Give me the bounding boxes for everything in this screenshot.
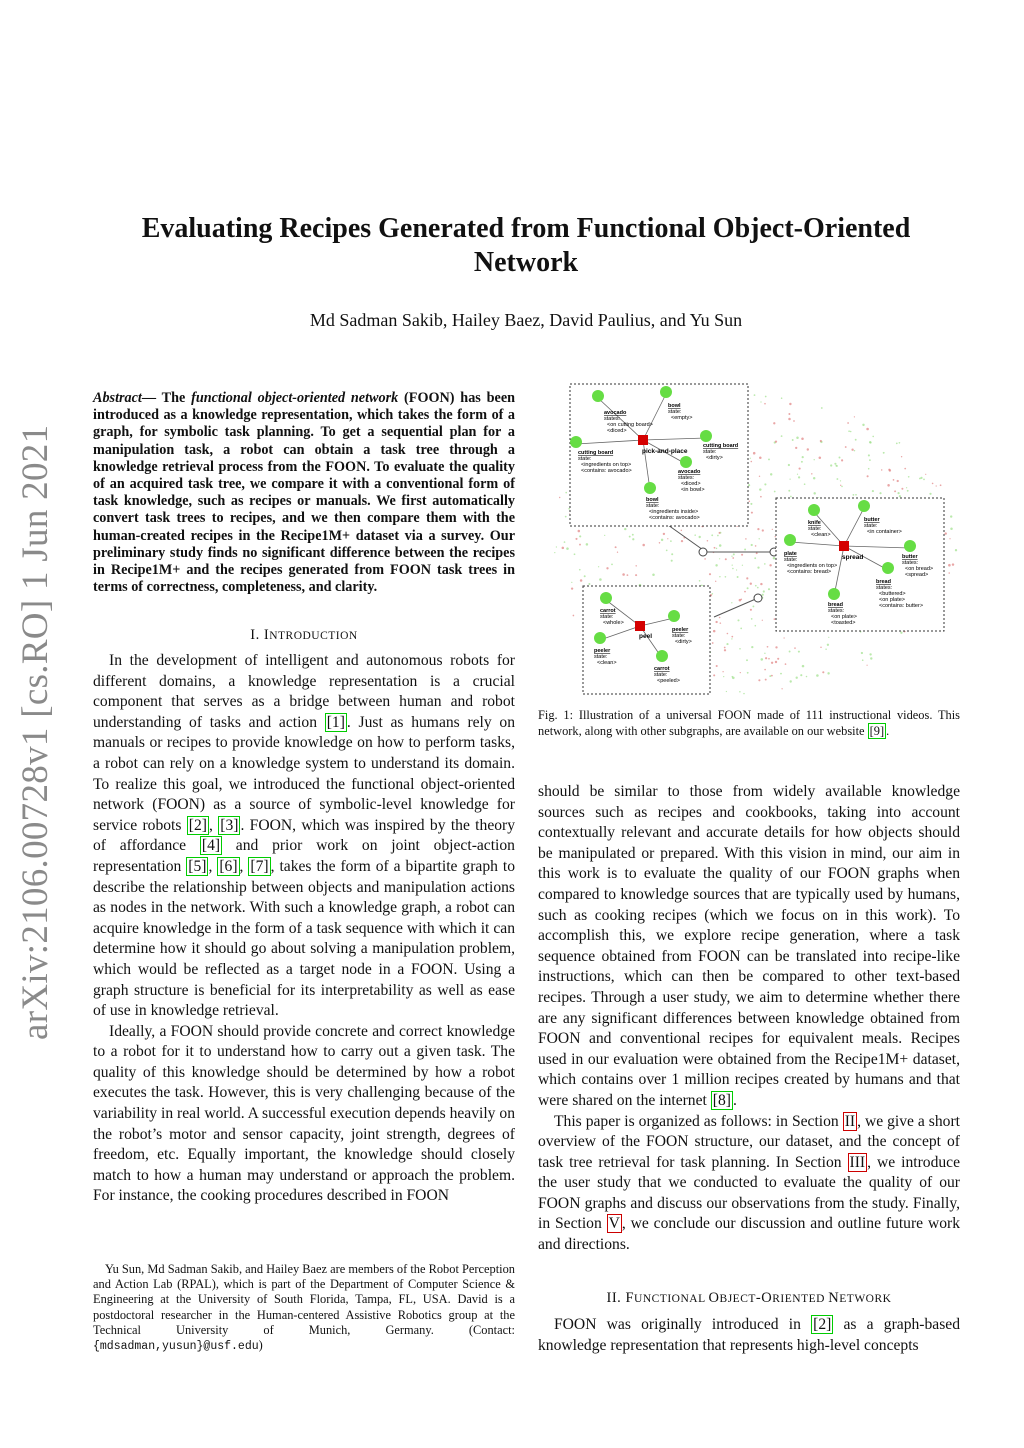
svg-text:<dirty>: <dirty> (706, 455, 723, 461)
object-node-icon (858, 500, 870, 512)
title-line-1: Evaluating Recipes Generated from Functional Object-Oriented (141, 213, 911, 244)
svg-text:<in container>: <in container> (867, 529, 902, 535)
svg-text:<ingredients on top>: <ingredients on top> (787, 563, 838, 569)
svg-text:avocado: avocado (604, 410, 627, 416)
svg-text:<on cutting board>: <on cutting board> (607, 422, 653, 428)
citation-6[interactable]: [6] (219, 857, 238, 875)
svg-text:state:: state: (654, 672, 668, 678)
citation-4[interactable]: [4] (201, 837, 221, 855)
subgraph-pick-and-place (570, 384, 748, 526)
abstract-label: Abstract (93, 390, 142, 406)
right-paragraph-2: This paper is organized as follows: in Section II , we give a short overview of the FOON structure, our dataset, and the concept of task tree retrieval for task planning. In Section III , we introduce the user study that we conducted to evaluate the quality of our FOON graphs and discuss our observations from the study. Finally, in Section V , we conclude our discussion and outline future work and directions. (538, 1112, 961, 1254)
motion-label: spread (842, 554, 864, 561)
svg-text:<whole>: <whole> (603, 620, 624, 626)
svg-text:bread: bread (876, 579, 891, 585)
right-column-body (538, 782, 960, 1256)
contact-emails: {mdsadman,yusun}@usf.edu (93, 1340, 259, 1354)
paper-title (100, 212, 952, 280)
svg-text:<buttered>: <buttered> (879, 591, 906, 597)
svg-text:plate: plate (784, 551, 797, 557)
svg-text:<contains: avocado>: <contains: avocado> (581, 468, 632, 474)
svg-text:cutting board: cutting board (703, 443, 739, 449)
svg-text:carrot: carrot (600, 608, 616, 614)
svg-text:cutting board: cutting board (578, 450, 614, 456)
svg-text:state:: state: (594, 654, 608, 660)
abstract-term: functional object-oriented network (191, 390, 399, 406)
svg-text:bowl: bowl (668, 403, 681, 409)
arxiv-identifier: arXiv:2106.00728v1 [cs.RO] 1 Jun 2021 (15, 424, 56, 1040)
svg-text:<clean>: <clean> (597, 660, 617, 666)
svg-text:<on bread>: <on bread> (905, 566, 934, 572)
hub-node-icon (754, 594, 762, 602)
abstract-text: (FOON) has been introduced as a knowledge representation, which takes the form of a graph, for symbolic task planning. To get a sequential plan for a manipulation task, a robot can obtain a task tree through a knowledge retrieval process from the FOON. To evaluate the quality of an acquired task tree, we compare it with a conventional form of task knowledge, such as recipes or manuals. We first automatically convert task trees to recipes, and we then compare them with the human-created recipes in the Recipe1M+ dataset via a survey. Our preliminary study finds no significant difference between the recipes in Recipe1M+ and the recipes generated from FOON task trees in terms of correctness, completeness, and clarity. (93, 390, 516, 596)
svg-text:<ingredients inside>: <ingredients inside> (649, 509, 699, 515)
svg-text:state:: state: (808, 526, 822, 532)
object-node-icon (700, 430, 712, 442)
citation-9[interactable]: [9] (869, 723, 885, 738)
svg-text:states:: states: (876, 585, 893, 591)
svg-text:states:: states: (902, 560, 919, 566)
section-heading-foon: II. FUNCTIONAL OBJECT-ORIENTED NETWORK (606, 1290, 892, 1306)
svg-text:state:: state: (703, 449, 717, 455)
svg-text:states:: states: (828, 608, 845, 614)
svg-text:state:: state: (864, 523, 878, 529)
object-node-icon (680, 456, 692, 468)
section-heading-introduction (93, 627, 515, 644)
object-node-icon (592, 390, 604, 402)
title-line-2: Network (473, 247, 579, 278)
svg-text:<dirty>: <dirty> (675, 639, 692, 645)
citation-2[interactable]: [2] (813, 1316, 832, 1333)
svg-text:peeler: peeler (672, 627, 689, 633)
right-paragraph-1: should be similar to those from widely available knowledge sources such as recipes and cookbooks, taking into account contextually relevant and accurate details for how objects should be manipulated or prepared. With this vision in mind, our aim in this work is to evaluate the quality of our FOON graphs when compared to knowledge sources that are typically used by humans, such as cooking recipes (which we focus on in this work). To accomplish this, we explore recipe generation, where a task sequence obtained from FOON can be translated into recipe-like instructions, which can then be compared to other text-based recipes. Through a user study, we aim to determine whether there are any significant differences between knowledge obtained from FOON and conventional recipes for equivalent meals. Recipes used in our evaluation were obtained from the Recipe1M+ dataset, which contains over 1 million recipes created by humans and that were shared on the internet [8] . (538, 783, 960, 1109)
svg-text:<spread>: <spread> (905, 572, 929, 578)
author-footnote: Yu Sun, Md Sadman Sakib, and Hailey Baez are members of the Robot Perception and Action Lab (RPAL), which is part of the Department of Computer Science & Engineering at the University of South Florida, Tampa, FL, USA. David is a postdoctoral researcher in the Human-centered Assistive Robotics group at the Technical University of Munich, Germany. (Contact: {mdsadman,yusun}@usf.edu) (93, 1262, 515, 1354)
svg-text:state:: state: (668, 409, 682, 415)
section-ref-5[interactable]: V (608, 1215, 620, 1233)
figure-1-foon-graph (538, 380, 960, 705)
svg-text:states:: states: (678, 475, 695, 481)
object-node-icon (828, 588, 840, 600)
svg-text:carrot: carrot (654, 666, 670, 672)
svg-text:<diced>: <diced> (607, 428, 627, 434)
section-ref-2[interactable]: II (844, 1112, 856, 1130)
motion-label: peel (639, 633, 653, 640)
object-node-icon (882, 562, 894, 574)
author-list: Md Sadman Sakib, Hailey Baez, David Paulius, and Yu Sun (309, 310, 743, 330)
object-node-icon (656, 650, 668, 662)
svg-text:<contains: bread>: <contains: bread> (787, 569, 832, 575)
citation-5[interactable]: [5] (188, 857, 207, 875)
right-column-body-2 (538, 1315, 960, 1356)
svg-text:<peeled>: <peeled> (657, 678, 680, 684)
svg-text:avocado: avocado (678, 469, 701, 475)
motion-label: pick-and-place (642, 448, 688, 455)
object-node-icon (904, 540, 916, 552)
object-node-icon (668, 610, 680, 622)
svg-text:butter: butter (864, 517, 880, 523)
section-number: I. (250, 627, 264, 643)
svg-text:state:: state: (784, 557, 798, 563)
svg-text:<toasted>: <toasted> (831, 620, 856, 626)
hub-node-icon (699, 548, 707, 556)
abstract (93, 390, 515, 596)
figure-1-caption: Fig. 1: Illustration of a universal FOON made of 111 instructional videos. This network, along with other subgraphs, are available on our website [9] . (538, 708, 960, 738)
svg-text:state:: state: (646, 503, 660, 509)
object-node-icon (808, 504, 820, 516)
motion-node-icon (635, 621, 645, 631)
object-node-icon (570, 436, 582, 448)
svg-text:<in bowl>: <in bowl> (681, 487, 705, 493)
object-node-icon (660, 386, 672, 398)
intro-paragraph-2: Ideally, a FOON should provide concrete and correct knowledge to a robot for it to understand how to carry out a given task. The quality of this knowledge should be determined by how a robot executes the task. However, this is very challenging because of the variability in real world. A successful execution depends heavily on the robot’s motor and sensor capacity, joint strength, degrees of freedom, etc. Equally important, the knowledge should closely match to how a human may understand or approach the problem. For instance, the cooking procedures described in FOON (93, 1022, 515, 1205)
subgraph-spread (776, 498, 944, 631)
citation-7[interactable]: [7] (250, 857, 269, 875)
object-node-icon (594, 632, 606, 644)
svg-text:<ingredients on top>: <ingredients on top> (581, 462, 632, 468)
subgraph-peel (583, 586, 710, 694)
intro-paragraph-1: In the development of intelligent and autonomous robots for different domains, a knowledge representation is a crucial component that serves as a bridge between human and robot understanding of tasks and action [1] . Just as humans rely on manuals or recipes to provide knowledge on how to perform tasks, a robot can rely on a knowledge system to understand its domain. To realize this goal, we introduced the functional object-oriented network (FOON) as a source of symbolic-level knowledge for service robots [2] , [3] . FOON, which was inspired by the theory of affordance [4] and prior work on joint object-action representation [5] , [6] , [7] , takes the form of a bipartite graph to describe the relationship between objects and manipulation actions as nodes in the network. With such a knowledge graph, a robot can acquire knowledge in the form of a task sequence with which it can determine how it should go about solving a manipulation problem, which would be reflected as a target node in a FOON. Using a graph structure is beneficial for its interpretability as well as ease of use in knowledge retrieval. (93, 652, 516, 1020)
object-node-icon (644, 482, 656, 494)
citation-1[interactable]: [1] (326, 713, 345, 731)
section-first-letter: I (263, 627, 270, 643)
svg-text:<on plate>: <on plate> (831, 614, 857, 620)
foon-network-svg (538, 380, 960, 705)
svg-text:knife: knife (808, 520, 821, 526)
motion-node-icon (638, 435, 648, 445)
object-node-icon (600, 592, 612, 604)
svg-text:peeler: peeler (594, 648, 611, 654)
svg-text:states:: states: (604, 416, 621, 422)
abstract-dash: — The (141, 390, 192, 406)
citation-2[interactable]: [2] (188, 816, 207, 834)
citation-3[interactable]: [3] (220, 816, 239, 834)
svg-text:<on plate>: <on plate> (879, 597, 905, 603)
section-rest: NTRODUCTION (269, 630, 358, 642)
citation-8[interactable]: [8] (712, 1091, 731, 1109)
svg-text:<contains: butter>: <contains: butter> (879, 603, 924, 609)
svg-text:bowl: bowl (646, 497, 659, 503)
left-column-body (93, 651, 515, 1207)
svg-text:state:: state: (600, 614, 614, 620)
svg-text:<contains: avocado>: <contains: avocado> (649, 515, 700, 521)
svg-text:<diced>: <diced> (681, 481, 701, 487)
svg-text:bread: bread (828, 602, 843, 608)
svg-text:state:: state: (578, 456, 592, 462)
object-node-icon (784, 534, 796, 546)
motion-node-icon (839, 541, 849, 551)
svg-text:<clean>: <clean> (811, 532, 831, 538)
svg-text:butter: butter (902, 554, 918, 560)
svg-text:state:: state: (672, 633, 686, 639)
svg-text:<empty>: <empty> (671, 415, 693, 421)
section-ref-3[interactable]: III (849, 1153, 866, 1171)
section2-paragraph-1: FOON was originally introduced in [2] as a graph-based knowledge representation that represents high-level concepts (538, 1316, 960, 1354)
